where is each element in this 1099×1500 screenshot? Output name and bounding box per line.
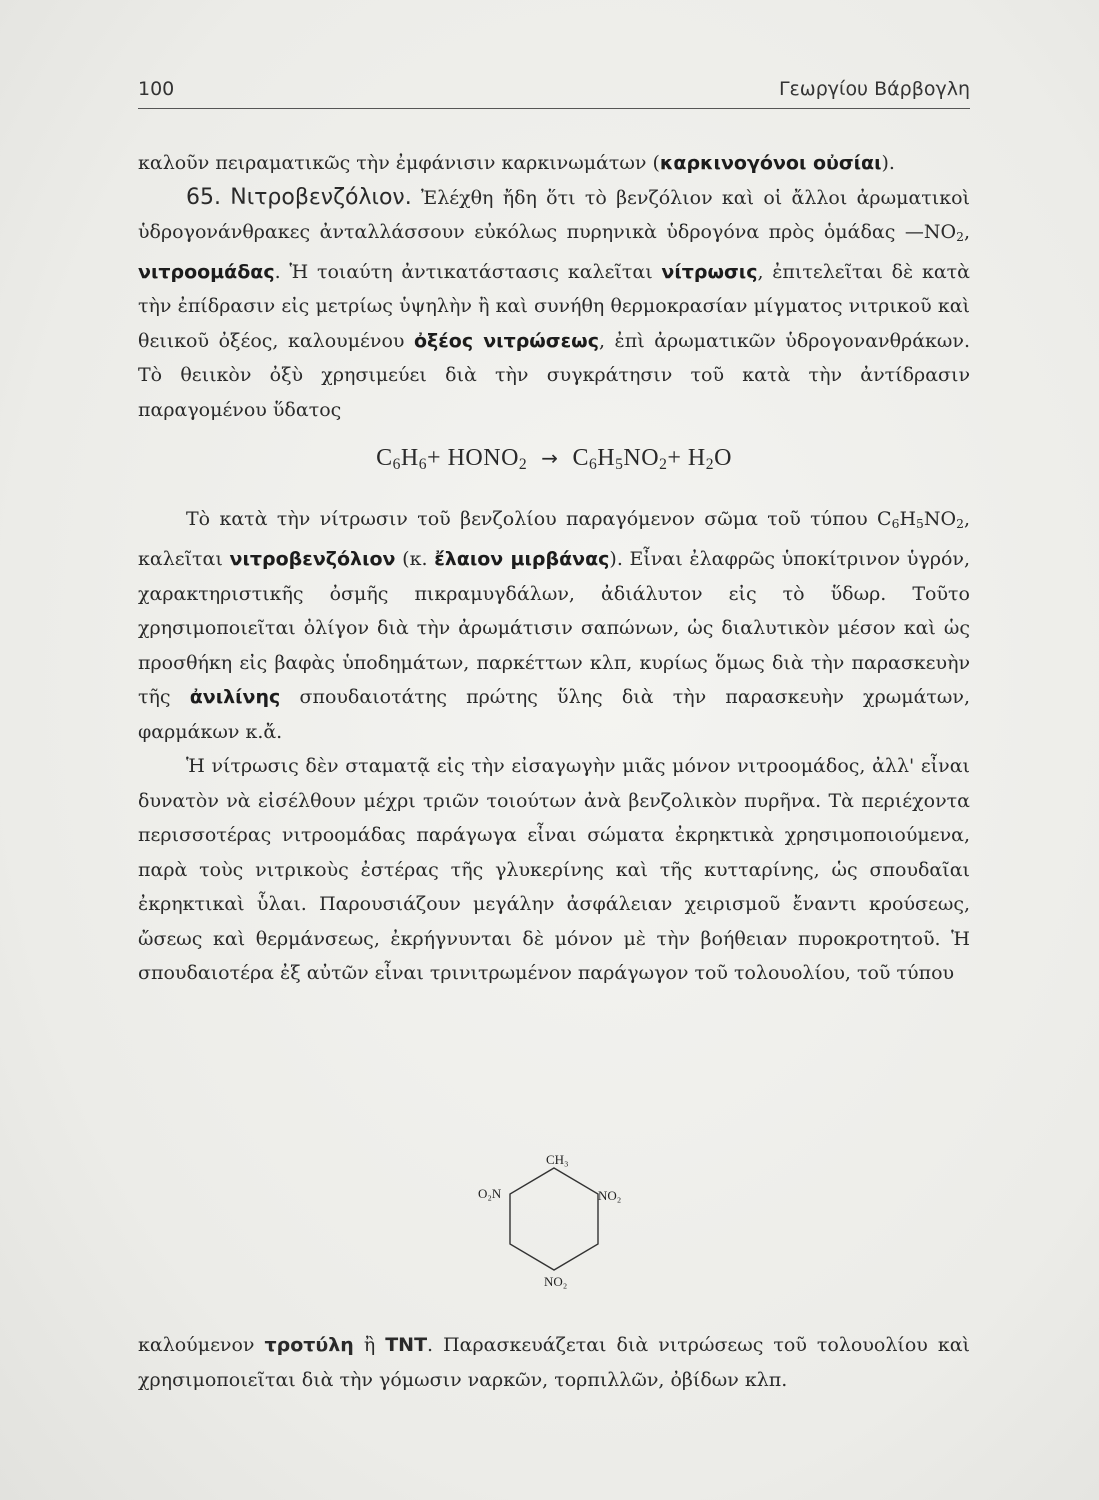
tnt-ring-diagram (466, 1146, 646, 1296)
nitrobenzene-paragraph: Τὸ κατὰ τὴν νίτρωσιν τοῦ βενζολίου παραγόμενον σῶμα τοῦ τύπου $C_6H_5NO_2$, καλεῖται νιτροβενζόλιον (κ. ἔλαιον μιρβάνας). Εἶναι ἐλαφρῶς ὑποκίτρινον ὑγρόν, χαρακτηριστικῆς ὀσμῆς πικραμυγδάλων, ἀδιάλυτον εἰς τὸ ὕδωρ. Τοῦτο χρησιμοποιεῖται ὀλίγον διὰ τὴν ἀρωμάτισιν σαπώνων, ὡς διαλυτικὸν μέσον καὶ ὡς προσθήκη εἰς βαφὰς ὑποδημάτων, παρκέττων κλπ, κυρίως ὅμως διὰ τὴν παρασκευὴν τῆς ἀνιλίνης σπουδαιοτάτης πρώτης ὕλης διὰ τὴν παρασκευὴν χρωμάτων, φαρμάκων κ.ἄ. (138, 508, 971, 743)
intro-paragraph: καλοῦν πειραματικῶς τὴν ἐμφάνισιν καρκινωμάτων (καρκινογόνοι οὐσίαι). (138, 152, 895, 174)
term-nitration: νίτρωσις (661, 260, 758, 283)
body-text (138, 146, 970, 991)
section-number: 65. (186, 184, 221, 210)
page-header (138, 72, 970, 109)
term-trotyl: τροτύλη (264, 1334, 354, 1356)
methyl-group-label: CH₃ (546, 1152, 569, 1167)
term-aniline: ἀνιλίνης (189, 686, 281, 709)
tnt-structure (466, 1146, 646, 1296)
term-nitrobenzene: νιτροβενζόλιον (229, 548, 396, 571)
right-nitro-label: NO₂ (598, 1188, 622, 1203)
term-nitro-groups: νιτροομάδας (138, 260, 275, 283)
term-carcinogenic: καρκινογόνοι οὐσίαι (659, 152, 882, 174)
polynitration-paragraph: Ἡ νίτρωσις δὲν σταματᾷ εἰς τὴν εἰσαγωγὴν μιᾶς μόνον νιτροομάδος, ἀλλ' εἶναι δυνατὸν νὰ εἰσέλθουν μέχρι τριῶν τοιούτων ἀνὰ βενζολικὸν πυρῆνα. Τὰ περιέχοντα περισσοτέρας νιτροομάδας παράγωγα εἶναι σώματα ἐκρηκτικὰ χρησιμοποιούμενα, παρὰ τοὺς νιτρικοὺς ἐστέρας τῆς γλυκερίνης καὶ τῆς κυτταρίνης, ὡς σπουδαῖαι ἐκρηκτικαὶ ὗλαι. Παρουσιάζουν μεγάλην ἀσφάλειαν χειρισμοῦ ἔναντι κρούσεως, ὤσεως καὶ θερμάνσεως, ἐκρήγνυνται δὲ μόνον μὲ τὴν βοήθειαν πυροκροτητοῦ. Ἡ σπουδαιοτέρα ἐξ αὐτῶν εἶναι τρινιτρωμένον παράγωγον τοῦ τολουολίου, τοῦ τύπου (138, 755, 970, 985)
left-nitro-label: O₂N (478, 1186, 502, 1201)
closing-paragraph: καλούμενον τροτύλη ἢ TNT. Παρασκευάζεται διὰ νιτρώσεως τοῦ τολουολίου καὶ χρησιμοποιεῖται διὰ τὴν γόμωσιν ναρκῶν, τορπιλλῶν, ὀβίδων κλπ. (138, 1334, 970, 1391)
nitration-equation: $C_6H_6+$ $HONO_2 \to C_6H_5NO_2+ H_2O$ (138, 441, 970, 482)
term-tnt: TNT (385, 1334, 428, 1356)
page-number: 100 (138, 78, 175, 100)
term-nitrating-acid: ὀξέος νιτρώσεως (413, 329, 599, 352)
section-paragraph: 65. Νιτροβενζόλιον. Ἐλέχθη ἤδη ὅτι τὸ βενζόλιον καὶ οἱ ἄλλοι ἀρωματικοὶ ὑδρογονάνθρακες ἀνταλλάσσουν εὐκόλως πυρηνικὰ ὑδρογόνα πρὸς ὁμάδας $—NO_2$, νιτροομάδας. Ἡ τοιαύτη ἀντικατάστασις καλεῖται νίτρωσις, ἐπιτελεῖται δὲ κατὰ τὴν ἐπίδρασιν εἰς μετρίως ὑψηλὴν ἢ καὶ συνήθη θερμοκρασίαν μίγματος νιτρικοῦ καὶ θειικοῦ ὀξέος, καλουμένου ὀξέος νιτρώσεως, ἐπὶ ἀρωματικῶν ὑδρογονανθράκων. Τὸ θειικὸν ὀξὺ χρησιμεύει διὰ τὴν συγκράτησιν τοῦ κατὰ τὴν ἀντίδρασιν παραγομένου ὕδατος (138, 184, 970, 421)
term-mirbane-oil: ἔλαιον μιρβάνας (434, 548, 610, 571)
benzene-ring (510, 1168, 598, 1270)
reaction-arrow: → (541, 446, 559, 471)
bottom-nitro-label: NO₂ (544, 1274, 568, 1289)
running-head: Γεωργίου Βάρβογλη (778, 78, 970, 100)
section-title: Νιτροβενζόλιον. (230, 184, 412, 210)
